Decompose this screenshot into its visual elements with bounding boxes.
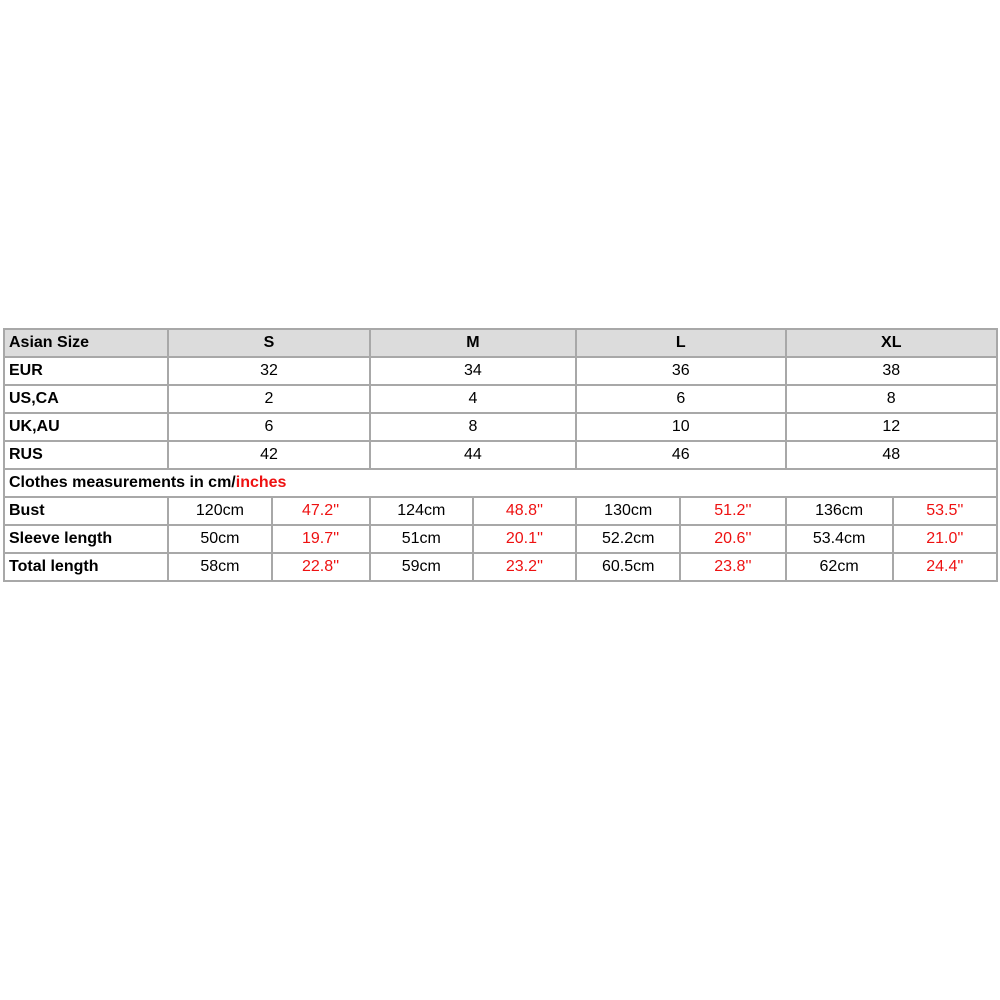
table-cell: 6 [576, 385, 785, 413]
cm-cell: 62cm [786, 553, 893, 581]
size-l-header: L [576, 329, 785, 357]
table-cell: 36 [576, 357, 785, 385]
row-label: Total length [4, 553, 168, 581]
table-cell: 38 [786, 357, 998, 385]
table-cell: 32 [168, 357, 369, 385]
row-label: UK,AU [4, 413, 168, 441]
size-row-uk-au [4, 413, 997, 441]
cm-cell: 60.5cm [576, 553, 680, 581]
row-label: Sleeve length [4, 525, 168, 553]
cm-cell: 53.4cm [786, 525, 893, 553]
table-cell: 46 [576, 441, 785, 469]
row-label: EUR [4, 357, 168, 385]
cm-cell: 120cm [168, 497, 271, 525]
row-label: US,CA [4, 385, 168, 413]
inch-cell: 20.6'' [680, 525, 785, 553]
inch-cell: 20.1'' [473, 525, 576, 553]
table-cell: 42 [168, 441, 369, 469]
measurements-title-inches: inches [235, 474, 287, 491]
size-xl-header: XL [786, 329, 998, 357]
cm-cell: 59cm [370, 553, 473, 581]
size-m-header: M [370, 329, 576, 357]
size-row-us-ca [4, 385, 997, 413]
cm-cell: 124cm [370, 497, 473, 525]
inch-cell: 51.2'' [680, 497, 785, 525]
cm-cell: 50cm [168, 525, 271, 553]
cm-cell: 58cm [168, 553, 271, 581]
table-cell: 8 [786, 385, 998, 413]
inch-cell: 24.4'' [893, 553, 997, 581]
row-label: RUS [4, 441, 168, 469]
inch-cell: 23.8'' [680, 553, 785, 581]
inch-cell: 48.8'' [473, 497, 576, 525]
measurement-row-bust [4, 497, 997, 525]
cm-cell: 52.2cm [576, 525, 680, 553]
inch-cell: 19.7'' [272, 525, 370, 553]
table-cell: 12 [786, 413, 998, 441]
asian-size-label: Asian Size [4, 329, 168, 357]
measurements-section-row [4, 469, 997, 497]
size-row-rus [4, 441, 997, 469]
size-row-eur [4, 357, 997, 385]
cm-cell: 136cm [786, 497, 893, 525]
measurement-row-sleeve-length [4, 525, 997, 553]
table-cell: 48 [786, 441, 998, 469]
table-cell: 6 [168, 413, 369, 441]
table-cell: 34 [370, 357, 576, 385]
inch-cell: 22.8'' [272, 553, 370, 581]
inch-cell: 47.2'' [272, 497, 370, 525]
measurement-row-total-length [4, 553, 997, 581]
table-cell: 4 [370, 385, 576, 413]
inch-cell: 53.5'' [893, 497, 997, 525]
table-cell: 44 [370, 441, 576, 469]
cm-cell: 130cm [576, 497, 680, 525]
row-label: Bust [4, 497, 168, 525]
table-cell: 10 [576, 413, 785, 441]
measurements-title-prefix: Clothes measurements in cm/ [9, 474, 236, 491]
table-cell: 2 [168, 385, 369, 413]
size-chart-table [3, 328, 998, 582]
size-header-row [4, 329, 997, 357]
cm-cell: 51cm [370, 525, 473, 553]
size-s-header: S [168, 329, 369, 357]
inch-cell: 21.0'' [893, 525, 997, 553]
measurements-section-title [4, 469, 997, 497]
inch-cell: 23.2'' [473, 553, 576, 581]
table-cell: 8 [370, 413, 576, 441]
